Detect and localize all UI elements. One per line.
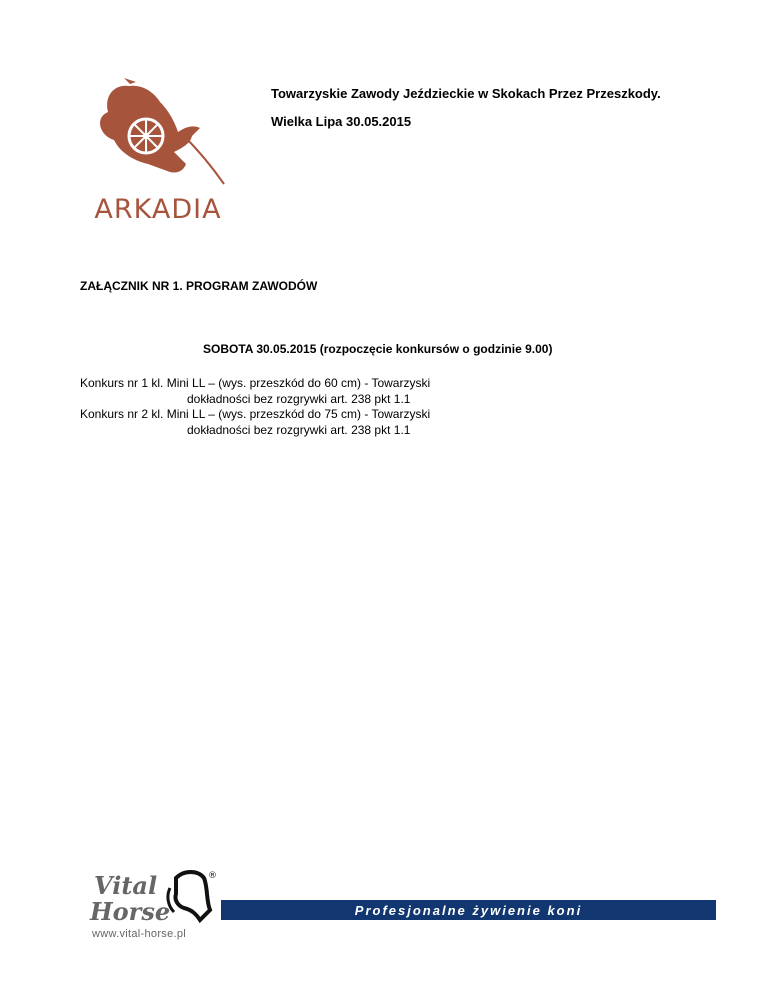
svg-text:Vital: Vital [94, 871, 158, 900]
tagline-banner [221, 900, 716, 920]
arkadia-logo [74, 78, 242, 224]
tagline-text: Profesjonalne żywienie koni [354, 902, 583, 918]
annex-title: ZAŁĄCZNIK NR 1. PROGRAM ZAWODÓW [80, 279, 318, 293]
place-date: Wielka Lipa 30.05.2015 [271, 114, 412, 129]
competition-line: dokładności bez rozgrywki art. 238 pkt 1.1 [187, 392, 411, 406]
day-heading: SOBOTA 30.05.2015 (rozpoczęcie konkursów o godzinie 9.00) [203, 342, 553, 356]
vital-horse-url: www.vital-horse.pl [92, 928, 187, 940]
competition-line: dokładności bez rozgrywki art. 238 pkt 1.1 [187, 423, 411, 437]
svg-text:ARKADIA: ARKADIA [94, 194, 222, 224]
arkadia-logo-graphic [74, 78, 242, 224]
competition-item [80, 406, 430, 438]
competition-title: Towarzyskie Zawody Jeździeckie w Skokach Przez Przeszkody. [271, 86, 661, 101]
competition-line: Konkurs nr 2 kl. Mini LL – (wys. przeszkód do 75 cm) - Towarzyski [80, 407, 431, 421]
svg-text:Horse: Horse [90, 897, 171, 926]
svg-text:®: ® [208, 871, 217, 881]
competition-item [80, 375, 430, 407]
competition-line: Konkurs nr 1 kl. Mini LL – (wys. przeszkód do 60 cm) - Towarzyski [80, 376, 431, 390]
